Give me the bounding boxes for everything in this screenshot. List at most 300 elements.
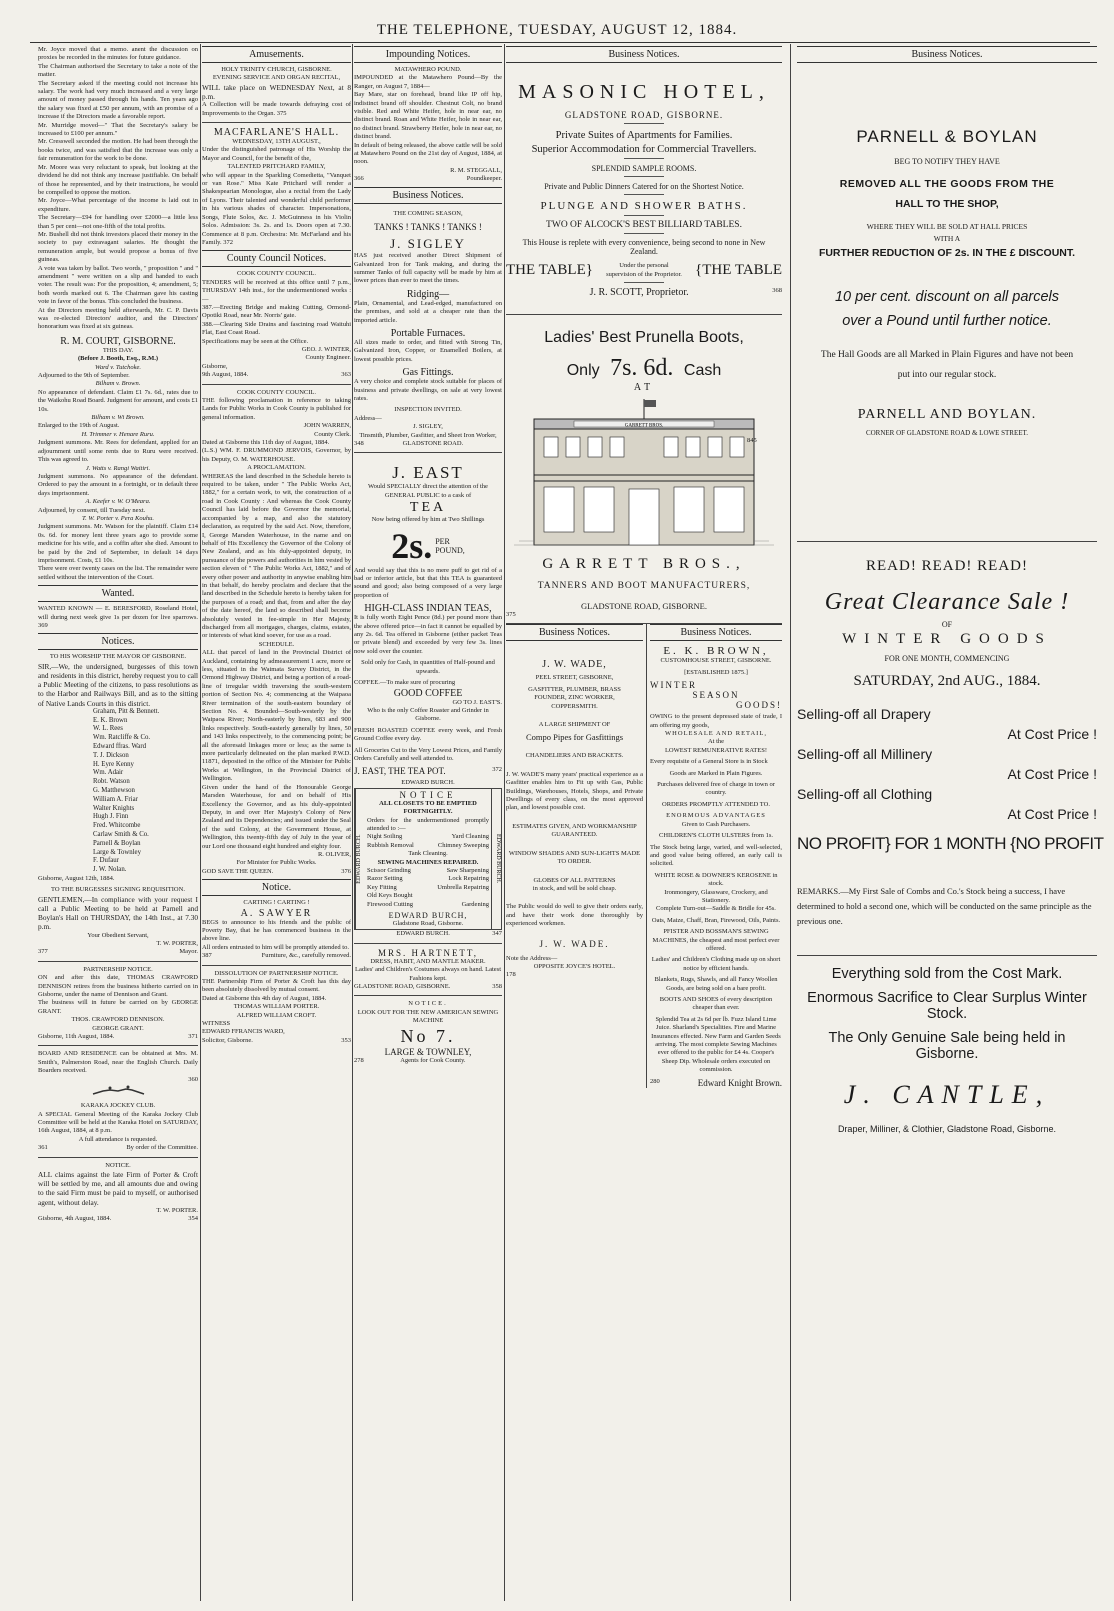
hall-family: TALENTED PRITCHARD FAMILY,: [227, 163, 326, 171]
column-1: [38, 46, 198, 1591]
service-row: [367, 875, 489, 883]
lower-business-row: [506, 623, 782, 1087]
pb-name: PARNELL AND BOYLAN.: [857, 407, 1037, 422]
cantle-only-genuine: The Only Genuine Sale being held in Gisborne.: [828, 1030, 1066, 1063]
partnership-heading: PARTNERSHIP NOTICE.: [83, 965, 153, 973]
ad-number: 363: [341, 371, 351, 379]
notice2-heading: NOTICE.: [105, 1161, 131, 1169]
burch-address: Gladstone Road, Gisborne.: [392, 920, 464, 928]
brown-kerosene: WHITE ROSE & DOWNER'S KEROSENE in stock.: [654, 871, 778, 888]
notices-heading: Notices.: [38, 633, 198, 650]
wade-address: PEEL STREET, GISBORNE,: [535, 674, 614, 682]
sale-line: At Cost Price !: [1007, 806, 1097, 823]
tender-item: 387.—Erecting Bridge and making Cutting, Ormond-Opotiki Road, near Mr. Norris' gate.: [202, 303, 351, 320]
signatory: T. J. Dickson: [93, 751, 129, 759]
case-text: Judgment summons. Mr. Rees for defendant, applied for an adjournment until some rents due to Ruru were received. This was agreed to.: [38, 439, 198, 464]
tender-body: TENDERS will be received at this office until 7 p.m., THURSDAY 14th inst., for the undermentioned works :—: [202, 278, 351, 303]
wade-estimates: ESTIMATES GIVEN, AND WORKMANSHIP GUARANTEED.: [512, 822, 637, 839]
signatory: Robt. Watson: [93, 778, 130, 786]
church-body: WILL take place on WEDNESDAY Next, at 8 p.m.: [202, 82, 351, 102]
brown-lowest: LOWEST REMUNERATIVE RATES!: [664, 746, 768, 754]
column-4: [506, 46, 782, 1591]
shop-building-icon: [514, 397, 774, 547]
tanks-title: TANKS ! TANKS ! TANKS !: [374, 222, 482, 233]
divider: [202, 965, 351, 966]
club-signature: By order of the Committee.: [126, 1144, 198, 1152]
brown-turnout: Complete Turn-out—Saddle & Bridle for 45s.: [656, 905, 776, 913]
pb-hall-shop: HALL TO THE SHOP,: [895, 198, 999, 210]
schedule-footer: [202, 868, 351, 876]
brown-footer: [650, 1078, 782, 1088]
council-heading: County Council Notices.: [202, 250, 351, 267]
dissolution-witness: WITNESS: [202, 1020, 231, 1028]
ad-number: 375: [506, 611, 516, 618]
brown-ironmongery: Ironmongery, Glassware, Crockery, and Stationery.: [664, 888, 768, 904]
sawyer-body2: All orders entrusted to him will be promptly attended to.: [202, 943, 349, 951]
pound-name: MATAWHERO POUND.: [394, 66, 462, 73]
burch-notice: NOTICE: [399, 789, 457, 800]
pb-hall-goods: The Hall Goods are all Marked in Plain Figures and have not been put into our regular stock.: [820, 350, 1074, 380]
brown-stock: The Stock being large, varied, and well-selected, and good value being offered, an early call is solicited.: [650, 843, 782, 868]
hartnett-name: MRS. HARTNETT,: [377, 947, 479, 958]
cantle-everything: Everything sold from the Cost Mark.: [831, 966, 1063, 983]
price-pound: POUND,: [435, 545, 465, 555]
masonic-superior: Superior Accommodation for Commercial Travellers.: [531, 144, 757, 155]
ridging-heading: Ridging—: [406, 288, 450, 300]
indian-teas: HIGH-CLASS INDIAN TEAS,: [364, 603, 492, 615]
signatory: E. K. Brown: [93, 716, 128, 724]
tender-role: County Engineer.: [305, 354, 351, 362]
business-heading: Business Notices.: [506, 624, 643, 641]
burgess-signature: T. W. PORTER,: [156, 940, 198, 947]
hartnett-body: Ladies' and Children's Costumes always on hand. Latest Fashions kept.: [354, 966, 502, 982]
wade-ad: [506, 624, 647, 1087]
divider: [624, 176, 664, 177]
notice-date: Gisborne, August 12th, 1884.: [38, 874, 115, 882]
brown-requisite: Every requisite of a General Store is in Stock: [650, 758, 768, 766]
service-row: [367, 833, 489, 841]
dissolution-heading: DISSOLUTION OF PARTNERSHIP NOTICE.: [214, 969, 339, 977]
divider: [38, 1045, 198, 1046]
partnership-body: ON and after this date, THOMAS CRAWFORD DENNISON retires from the business hitherto carried on in Gisborne, under the name of Dennison and Grant.: [38, 974, 198, 999]
club-body2: A full attendance is requested.: [78, 1135, 158, 1143]
paragraph: Mr. Joyce moved that a memo. anent the discussion on proxies be recorded in the minutes for future guidance.: [38, 46, 198, 62]
signatory: J. W. Nolan.: [93, 866, 127, 874]
column-divider: [200, 44, 201, 1601]
notice3-heading: NOTICE.: [408, 1000, 448, 1008]
service: Chimney Sweeping: [437, 841, 489, 849]
pb-title: PARNELL & BOYLAN: [856, 127, 1038, 146]
service: Tank Cleaning.: [408, 850, 448, 858]
club-footer: [38, 1144, 198, 1152]
club-heading: KARAKA JOCKEY CLUB.: [80, 1102, 156, 1110]
ad-number: 366: [354, 175, 364, 183]
dissolution-signature: THOMAS WILLIAM PORTER.: [233, 1003, 320, 1011]
service: Old Keys Bought: [367, 892, 413, 900]
east-body: Would SPECIALLY direct the attention of the GENERAL PUBLIC to a cask of: [368, 483, 488, 499]
cantle-one-month: FOR ONE MONTH, COMMENCING: [884, 654, 1010, 664]
board-ad: BOARD AND RESIDENCE can be obtained at Mrs. M. Smith's, Palmerston Road, near the English Church. Daily Boarders received.: [38, 1050, 198, 1075]
signatory: W. L. Rees: [93, 725, 123, 733]
wade-experience: J. W. WADE'S many years' practical experience as a Gasfitter enables him to Fit up with Gas, Public Buildings, Warehouses, Hotels, Shops, and Private Dwellings of every class, on the most approved plan, and lowest possible cost.: [506, 770, 643, 812]
signatory: Carlaw Smith & Co.: [93, 830, 149, 838]
paragraph: Mr. Joyce—What percentage of the income is laid out in expenditure.: [38, 197, 198, 213]
column-2: [202, 46, 351, 1591]
sawyer-name: A. SAWYER: [240, 907, 313, 919]
signatory: Large & Townley: [93, 848, 141, 856]
court-title: R. M. COURT, GISBORNE.: [60, 335, 176, 347]
divider: [38, 961, 198, 962]
church-title: HOLY TRINITY CHURCH, GISBORNE.: [221, 66, 332, 73]
brown-goods: GOODS!: [735, 700, 782, 711]
service-row: [367, 884, 489, 892]
divider: [624, 194, 664, 195]
divider: [38, 1157, 198, 1158]
ad-number: 358: [492, 983, 502, 991]
impound-role: Poundkeeper.: [466, 175, 502, 183]
case-text: No appearance of defendant. Claim £1 7s. 6d., rates due to the Waikohu Road Board. Judgment for amount, and costs £1 10s.: [38, 388, 198, 413]
wade-public: The Public would do well to give their orders early, and have their work done thoroughly by experienced workmen.: [506, 903, 643, 928]
impounding-heading: Impounding Notices.: [354, 46, 502, 63]
business-heading: Business Notices.: [354, 187, 502, 204]
ad-number: 280: [650, 1077, 660, 1085]
paragraph: Mr. Moore was very reluctant to speak, but looking at the dividend he did not think any increase justifiable. On behalf of those he represented, and by their instructions, he would be compelled to oppose the motion.: [38, 163, 198, 196]
service: Lock Repairing: [448, 875, 489, 883]
brown-misc: Splendid Tea at 2s 6d per lb. Fuzz Island Lime Juice. Sharland's Specialities. Fire and Marine Insurances effected. New Farm and Garden Seeds arriving. The most complete Sewing Machines ever offered to the public for £4 4s. Cooper's Sheep Dip. Wholesale orders executed on commission.: [651, 1015, 781, 1074]
divider: [202, 384, 351, 385]
horse-illustration: [38, 1084, 198, 1102]
signatory: Edward ffras. Ward: [93, 743, 146, 751]
inspection-line: INSPECTION INVITED.: [394, 406, 462, 414]
ad-number: 372: [492, 766, 502, 774]
service: Scissor Grinding: [367, 867, 411, 874]
pb-discount1: 10 per cent. discount on all parcels: [834, 289, 1060, 305]
signatory: Graham, Pitt & Bennett.: [93, 707, 160, 715]
divider: [624, 158, 664, 159]
burch-content: [365, 789, 491, 930]
table-middle: Under the personal supervision of the Proprietor.: [606, 262, 682, 278]
business-heading: Business Notices.: [650, 624, 782, 641]
wade-opposite: OPPOSITE JOYCE'S HOTEL.: [533, 962, 616, 970]
at-label: AT: [633, 382, 655, 393]
signatory: G. Matthewson: [93, 787, 135, 794]
prunella-title: Ladies' Best Prunella Boots,: [544, 329, 744, 346]
signatory-list: [38, 708, 198, 875]
burch-ad: [354, 788, 502, 931]
masonic-samples: SPLENDID SAMPLE ROOMS.: [591, 164, 697, 173]
burgess-heading: TO THE BURGESSES SIGNING REQUISITION.: [51, 886, 185, 894]
masonic-dinners: Private and Public Dinners Catered for on the Shortest Notice.: [544, 182, 744, 191]
masonic-address: GLADSTONE ROAD, GISBORNE.: [564, 110, 724, 120]
ad-number: 377: [38, 948, 48, 956]
pb-with: WITH A: [933, 234, 961, 243]
notice2-date: Gisborne, 4th August, 1884.: [38, 1215, 112, 1223]
sale-line: Selling-off all Millinery: [797, 746, 933, 763]
top-rule: [30, 42, 1090, 43]
hartnett-address: GLADSTONE ROAD, GISBORNE.: [354, 983, 451, 991]
brown-marked: Goods are Marked in Plain Figures.: [669, 769, 763, 777]
dissolution-body: THE Partnership Firm of Porter & Croft has this day been absolutely dissolved by mutual consent.: [202, 978, 351, 994]
carting-title: CARTING ! CARTING !: [243, 899, 310, 907]
price-unit: [435, 537, 465, 555]
brown-orders: ORDERS PROMPTLY ATTENDED TO.: [662, 800, 770, 808]
ad-number: 376: [341, 867, 351, 875]
notice2-body: ALL claims against the late Firm of Porter & Croft will be settled by me, and all amounts due and owing to the said Firm must be paid to myself, or authorised agent, without delay.: [38, 1169, 198, 1207]
notice-heading: Notice.: [202, 879, 351, 896]
price-label: Only: [566, 362, 600, 379]
wanted-heading: Wanted.: [38, 585, 198, 602]
signatory: Hugh J. Finn: [93, 813, 129, 821]
brown-advantages: ENORMOUS ADVANTAGES: [666, 812, 766, 820]
burch-signature: EDWARD BURCH,: [388, 911, 468, 921]
church-subtitle: EVENING SERVICE AND ORGAN RECITAL,: [212, 74, 341, 82]
masonic-baths: PLUNGE AND SHOWER BATHS.: [540, 200, 748, 212]
ad-number: 360: [188, 1075, 198, 1083]
closets-body: Orders for the undermentioned promptly attended to :—: [367, 816, 489, 832]
tender-footer: [202, 371, 351, 379]
case-title: Ward v. Tutchoke.: [95, 363, 141, 371]
service: Firewood Cutting: [367, 900, 414, 908]
ad-number: 353: [341, 1036, 351, 1044]
notice2-signature: T. W. PORTER.: [156, 1206, 198, 1214]
divider: [624, 215, 664, 216]
price-per: PER: [435, 536, 450, 546]
proclamation-intro: THE following proclamation in reference to taking Lands for Public Works in Cook County is published for general information.: [202, 397, 351, 421]
signatory: Parnell & Boylan: [93, 839, 141, 847]
cantle-saturday: SATURDAY, 2nd AUG., 1884.: [853, 673, 1041, 690]
partnership-body2: The business will in future be carried on by GEORGE GRANT.: [38, 999, 198, 1015]
paragraph: The Chairman authorised the Secretary to take a note of the matter.: [38, 62, 198, 79]
council-title: COOK COUNTY COUNCIL.: [236, 270, 317, 278]
sale-line: Selling-off all Drapery: [797, 706, 931, 723]
brown-atthe: At the: [707, 738, 725, 746]
service: Night Soiling: [367, 833, 403, 841]
paragraph: The Secretary—£94 for handling over £2000—a little less than 5 per cent—not one-fifth of the total profits.: [38, 214, 198, 230]
notice-addressee: TO HIS WORSHIP THE MAYOR OF GISBORNE.: [49, 653, 187, 661]
brown-ulsters: CHILDREN'S CLOTH ULSTERS from 1s.: [658, 832, 774, 840]
ad-number: 368: [772, 287, 782, 294]
sale-line: Selling-off all Clothing: [797, 786, 933, 803]
tender-spec: Specifications may be seen at the Office.: [202, 337, 309, 345]
wade-pipes: Compo Pipes for Gasfittings: [525, 732, 624, 743]
tender-signature: GEO. J. WINTER,: [301, 345, 351, 353]
impound-signature: R. M. STEGGALL,: [450, 166, 502, 174]
sigley-name: J. SIGLEY: [390, 236, 466, 252]
wade-trade: GASFITTER, PLUMBER, BRASS: [528, 685, 621, 693]
wade-trade: COPPERSMITH.: [551, 702, 598, 710]
impound-default: In default of being released, the above cattle will be sold at Matawhero Pound on the 21st day of August, 1884, at noon.: [354, 141, 502, 166]
building-sign: GARRETT BROS.: [624, 423, 664, 429]
case-title: A. Keefer v. W. O'Meara.: [85, 498, 151, 506]
sigley-body: HAS just received another Direct Shipment of Galvanized Iron for Tank making, and during the summer Tanks of full capacity will be made by him at lower prices than ever to meet the times.: [354, 252, 502, 285]
court-before: (Before J. Booth, Esq., R.M.): [77, 355, 159, 363]
signatory: William A. Friar: [93, 795, 138, 803]
paragraph: Mr. Bushell did not think investors placed their money in the society to pay extravagant salaries. He thought the remuneration ample, but would propose a bonus of five guineas.: [38, 230, 198, 264]
hartnett-footer: [354, 983, 502, 991]
brown-name: E. K. BROWN,: [663, 645, 769, 658]
proclamation-seal: (L.S.) WM. F. DRUMMOND JERVOIS, Governor, by his Deputy, O. M. WATERHOUSE.: [202, 447, 351, 463]
cantle-of: OF: [941, 620, 953, 630]
divider: [624, 123, 664, 124]
ad-number: 361: [38, 1144, 48, 1152]
divider: [354, 995, 502, 996]
case-title: Bilham v. Brown.: [95, 380, 141, 388]
burch-bottom: EDWARD BURCH.: [396, 930, 450, 938]
garrett-name: GARRETT BROS.,: [542, 556, 746, 572]
signatory: Wm. Ratcliffe & Co.: [93, 734, 151, 742]
service: Saw Sharpening: [446, 867, 489, 874]
column-divider: [790, 44, 791, 1601]
tea-title: TEA: [409, 500, 447, 516]
dissolution-signature: ALFRED WILLIAM CROFT.: [236, 1011, 317, 1019]
council-title: COOK COUNTY COUNCIL.: [236, 388, 317, 396]
dissolution-date: Dated at Gisborne this 4th day of August, 1884.: [202, 994, 327, 1002]
service: Yard Cleaning: [451, 833, 489, 841]
large-townley: LARGE & TOWNLEY,: [384, 1046, 472, 1057]
paragraph: Mr. Murridge moved—" That the Secretary's salary be increased to £100 per annum.": [38, 121, 198, 138]
case-title: J. Watts v. Rangi Waitiri.: [85, 464, 151, 472]
signatory: H. Eyre Kenny: [93, 760, 134, 768]
case-text: Adjourned, by consent, till Tuesday next.: [38, 506, 146, 514]
ridging-text: Plain, Ornamental, and Lead-edged, manufactured on the premises, and sold at a cheaper rate than the imported article.: [354, 299, 502, 324]
machine-number: No 7.: [400, 1025, 456, 1046]
boots-price: [506, 355, 782, 382]
dissolution-footer: [202, 1037, 351, 1045]
sale-line: At Cost Price !: [1007, 766, 1097, 783]
brown-clothing: Ladies' and Children's Clothing made up on short notice by efficient hands.: [651, 956, 781, 972]
masonic-replete: This House is replete with every convenience, being second to none in New Zealand.: [522, 238, 766, 256]
wade-globes: GLOBES OF ALL PATTERNS: [533, 876, 616, 884]
divider: [506, 314, 782, 315]
wade-window: WINDOW SHADES AND SUN-LIGHTS MADE TO ORDER.: [508, 849, 641, 866]
masthead: THE TELEPHONE, TUESDAY, AUGUST 12, 1884.: [376, 22, 738, 38]
signatory: Walter Knights: [93, 804, 135, 812]
coffee-go: GO TO J. EAST'S.: [452, 698, 502, 706]
brown-owing: OWING to the present depressed state of trade, I am offering my goods,: [650, 713, 782, 729]
service: Gardening: [461, 900, 489, 908]
service-row: [367, 867, 489, 875]
pb-removed: REMOVED ALL THE GOODS FROM THE: [839, 178, 1055, 190]
pb-where: WHERE THEY WILL BE SOLD AT HALL PRICES: [866, 222, 1028, 231]
pb-discount2: over a Pound until further notice.: [842, 313, 1052, 329]
garrett-trade: TANNERS AND BOOT MANUFACTURERS,: [537, 581, 751, 591]
address-label: Address—: [354, 414, 382, 422]
proclamation-role: County Clerk.: [314, 430, 351, 438]
schedule-heading: SCHEDULE.: [258, 640, 295, 648]
east-name: J. EAST: [392, 463, 464, 483]
service: Razor Setting: [367, 875, 403, 883]
wade-note: Note the Address—: [506, 954, 558, 962]
east-body2: And would say that this is no mere puff to get rid of a bad or inferior article, but that this TEA is guaranteed sound and good; also being composed of a very large proportion of: [354, 566, 502, 599]
east-body3: It is fully worth Eight Pence (8d.) per pound more than the above offered price—in fact it cannot be equalled by any 2s. 6d. Tea offered in Gisborne (either packet Teas or private blend) and exceeded by very few 3s. lines now sold over the counter.: [354, 614, 502, 655]
coffee-body: Who is the only Coffee Roaster and Grinder in Gisborne.: [367, 706, 489, 723]
horse-racing-icon: [88, 1085, 148, 1097]
schedule-signature: R. OLIVER,: [317, 850, 351, 858]
price-block: [354, 525, 502, 567]
case-text: Enlarged to the 19th of August.: [38, 422, 120, 430]
pb-reduction: FURTHER REDUCTION OF 2s. IN THE £ DISCOUNT.: [818, 247, 1076, 259]
divider: [624, 282, 664, 283]
service-row: [367, 901, 489, 909]
partnership-signature: THOS. CRAWFORD DENNISON.: [71, 1016, 165, 1024]
east-signature: J. EAST, THE TEA POT.: [354, 766, 446, 777]
hall-title: MACFARLANE'S HALL.: [213, 127, 340, 139]
divider: [797, 955, 1097, 956]
lookout: LOOK OUT FOR THE NEW AMERICAN SEWING MACHINE: [357, 1008, 499, 1025]
notice-body: SIR,—We, the undersigned, burgesses of this town and residents in this district, hereby request you to call a Public Meeting of the citizens, to pass resolutions as to the Harbor and Railways Bill, and as to the sitting of Native Lands Courts in this district.: [38, 661, 198, 708]
divider: [354, 943, 502, 944]
impound-body: IMPOUNDED at the Matawhero Pound—By the Ranger, on August 7, 1884—: [354, 74, 502, 90]
sigley-address: J. SIGLEY,: [413, 423, 443, 431]
notice2-footer: [38, 1215, 198, 1223]
case-title: T. W. Porter v. Pera Kouhu.: [82, 514, 154, 522]
good-coffee: GOOD COFFEE: [393, 687, 463, 699]
signatory: Fred. Whitcombe: [93, 822, 141, 830]
brown-sewing: PFISTER AND BOSSMAN'S SEWING MACHINES, the cheapest and most perfect ever offered.: [652, 928, 780, 952]
agents-footer: [354, 1057, 502, 1065]
case-text: Adjourned to the 9th of September.: [38, 372, 130, 380]
burch-side: EDWARD BURCH.: [491, 789, 501, 930]
cantle-name: J. CANTLE,: [843, 1080, 1051, 1110]
cantle-winter-goods: WINTER GOODS: [842, 631, 1052, 648]
court-day: THIS DAY.: [102, 346, 134, 354]
sale-line: At Cost Price !: [1007, 726, 1097, 743]
ad-number: 371: [188, 1033, 198, 1041]
cantle-clearance: Great Clearance Sale !: [824, 589, 1070, 616]
pb-corner: CORNER OF GLADSTONE ROAD & LOWE STREET.: [865, 429, 1029, 437]
ad-number: 178: [506, 971, 516, 979]
wanted-ad: WANTED KNOWN — E. BERESFORD, Roseland Hotel, will during next week give 1s per dozen for live sparrows. 369: [38, 605, 198, 629]
brown-winter: WINTER: [650, 680, 697, 691]
building-illustration: [506, 397, 782, 552]
wade-signature: J. W. WADE.: [539, 938, 610, 949]
masonic-billiards: TWO OF ALCOCK'S BEST BILLIARD TABLES.: [546, 220, 742, 230]
proclamation-heading: A PROCLAMATION.: [247, 464, 306, 472]
masonic-proprietor: J. R. SCOTT, Proprietor.: [589, 287, 689, 298]
hall-date: WEDNESDAY, 13TH AUGUST.,: [232, 138, 321, 146]
cantle-draper: Draper, Milliner, & Clothier, Gladstone Road, Gisborne.: [837, 1124, 1057, 1135]
ad-number: 348: [354, 440, 364, 447]
divider: [624, 233, 664, 234]
schedule-for: For Minister for Public Works.: [236, 859, 317, 867]
price-cash: Cash: [683, 362, 722, 379]
ad-number: 845: [747, 437, 757, 444]
impound-footer: [354, 175, 502, 183]
ad-number: 354: [188, 1215, 198, 1223]
partnership-date: Gisborne, 11th August, 1884.: [38, 1033, 115, 1041]
brown-boots: BOOTS AND SHOES of every description cheaper than ever.: [659, 996, 773, 1012]
case-text: There were over twenty cases on the list. The remainder were settled without the intervention of the Court.: [38, 565, 198, 581]
brown-signature: Edward Knight Brown.: [697, 1077, 782, 1088]
masonic-title: MASONIC HOTEL,: [518, 81, 770, 103]
no-profit-banner: NO PROFIT} FOR 1 MONTH {NO PROFIT: [797, 834, 1104, 854]
tender-date: 9th August, 1884.: [202, 371, 249, 379]
east-footer: [354, 766, 502, 776]
cantle-remarks: REMARKS.—My First Sale of Combs and Co.'s Stock being a success, I have determined to hold a second one, which will be conducted on the same principle as the previous one.: [797, 886, 1092, 927]
brown-season: SEASON: [692, 690, 740, 701]
coffee-fresh: FRESH ROASTED COFFEE every week, and Fresh Ground Coffee every day.: [354, 726, 502, 743]
ad-number: 387: [202, 952, 212, 960]
groceries: All Groceries Cut to the Very Lowest Prices, and Family Orders Carefully and well attended to.: [354, 746, 502, 762]
sawyer-body: BEGS to announce to his friends and the public of Poverty Bay, that he has commenced business in the above line.: [202, 918, 351, 943]
brown-purchases: Purchases delivered free of charge in town or country.: [657, 781, 775, 797]
gas-heading: Gas Fittings.: [402, 367, 454, 379]
tender-item: 388.—Clearing Side Drains and fascining road Waituhi Flat, East Coast Road.: [202, 320, 351, 337]
burgess-role: Mayor.: [179, 948, 198, 956]
wade-shipment: A LARGE SHIPMENT OF: [538, 721, 611, 729]
god-save: GOD SAVE THE QUEEN.: [202, 867, 274, 875]
dissolution-witness-role: Solicitor, Gisborne.: [202, 1036, 253, 1044]
